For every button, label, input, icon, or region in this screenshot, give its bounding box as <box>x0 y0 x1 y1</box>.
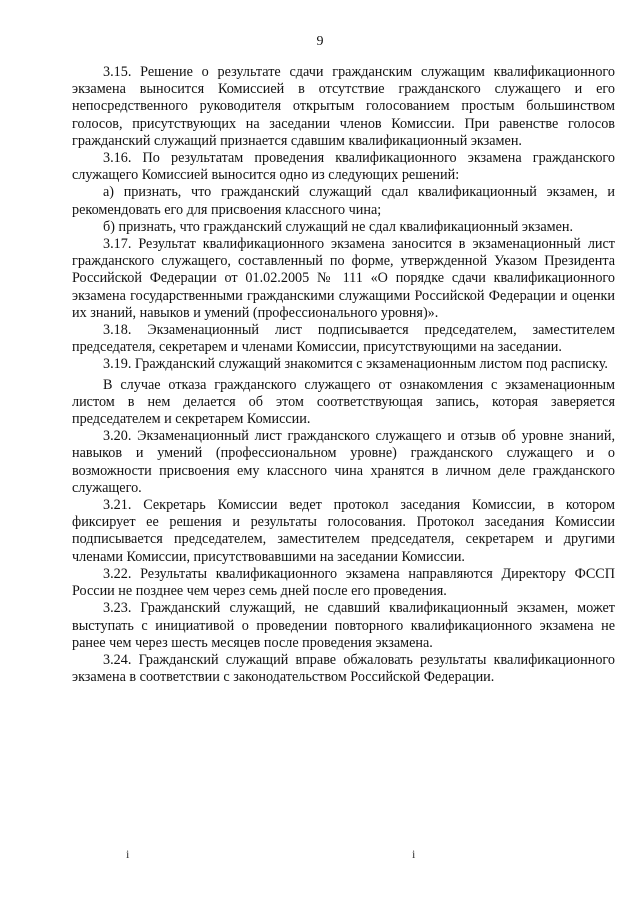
paragraph-3-22: 3.22. Результаты квалификационного экзамена направляются Директору ФССП России не позднее чем через семь дней после его проведения. <box>72 565 615 600</box>
footer-mark-left: і <box>126 847 130 861</box>
paragraph-3-18: 3.18. Экзаменационный лист подписывается председателем, заместителем председателя, секретарем и членами Комиссии, присутствующими на заседании. <box>72 322 615 356</box>
paragraph-3-23: 3.23. Гражданский служащий, не сдавший квалификационный экзамен, может выступать с инициативой о проведении повторного квалификационного экзамена не ранее чем через шесть месяцев после проведения экзамена. <box>72 600 615 651</box>
document-body <box>72 64 615 686</box>
paragraph-3-17: 3.17. Результат квалификационного экзамена заносится в экзаменационный лист гражданского служащего, составленный по форме, утвержденной Указом Президента Российской Федерации от 01.02.2005 № 111 «О порядке сдачи квалификационного экзамена государственными гражданскими служащими Российской Федерации и оценки их знаний, навыков и умений (профессионального уровня)». <box>72 236 615 321</box>
page-number: 9 <box>316 34 324 49</box>
paragraph-3-16-b: б) признать, что гражданский служащий не сдал квалификационный экзамен. <box>103 218 574 235</box>
paragraph-3-16: 3.16. По результатам проведения квалификационного экзамена гражданского служащего Комиссией выносится одно из следующих решений: <box>72 150 615 184</box>
paragraph-3-19: 3.19. Гражданский служащий знакомится с экзаменационным листом под расписку. <box>103 356 608 373</box>
paragraph-3-19-refusal: В случае отказа гражданского служащего от ознакомления с экзаменационным листом в нем делается об этом соответствующая запись, которая заверяется председателем и секретарем Комиссии. <box>72 376 615 428</box>
paragraph-3-24: 3.24. Гражданский служащий вправе обжаловать результаты квалификационного экзамена в соответствии с законодательством Российской Федерации. <box>72 651 615 686</box>
footer-mark-right: і <box>412 847 416 861</box>
paragraph-3-15: 3.15. Решение о результате сдачи гражданским служащим квалификационного экзамена выносится Комиссией в отсутствие гражданского служащего и его непосредственного руководителя открытым голосованием простым большинством голосов, присутствующих на заседании членов Комиссии. При равенстве голосов гражданский служащий признается сдавшим квалификационный экзамен. <box>72 64 615 149</box>
paragraph-3-16-a: а) признать, что гражданский служащий сдал квалификационный экзамен, и рекомендовать его для присвоения классного чина; <box>72 184 615 218</box>
paragraph-3-21: 3.21. Секретарь Комиссии ведет протокол заседания Комиссии, в котором фиксирует ее решения и результаты голосования. Протокол заседания Комиссии подписывается председателем, заместителем председателя, секретарем и другими членами Комиссии, присутствовавшими на заседании Комиссии. <box>72 497 615 565</box>
paragraph-3-20: 3.20. Экзаменационный лист гражданского служащего и отзыв об уровне знаний, навыков и умений (профессиональном уровне) гражданского служащего и о возможности присвоения ему классного чина хранятся в личном деле гражданского служащего. <box>72 428 615 496</box>
